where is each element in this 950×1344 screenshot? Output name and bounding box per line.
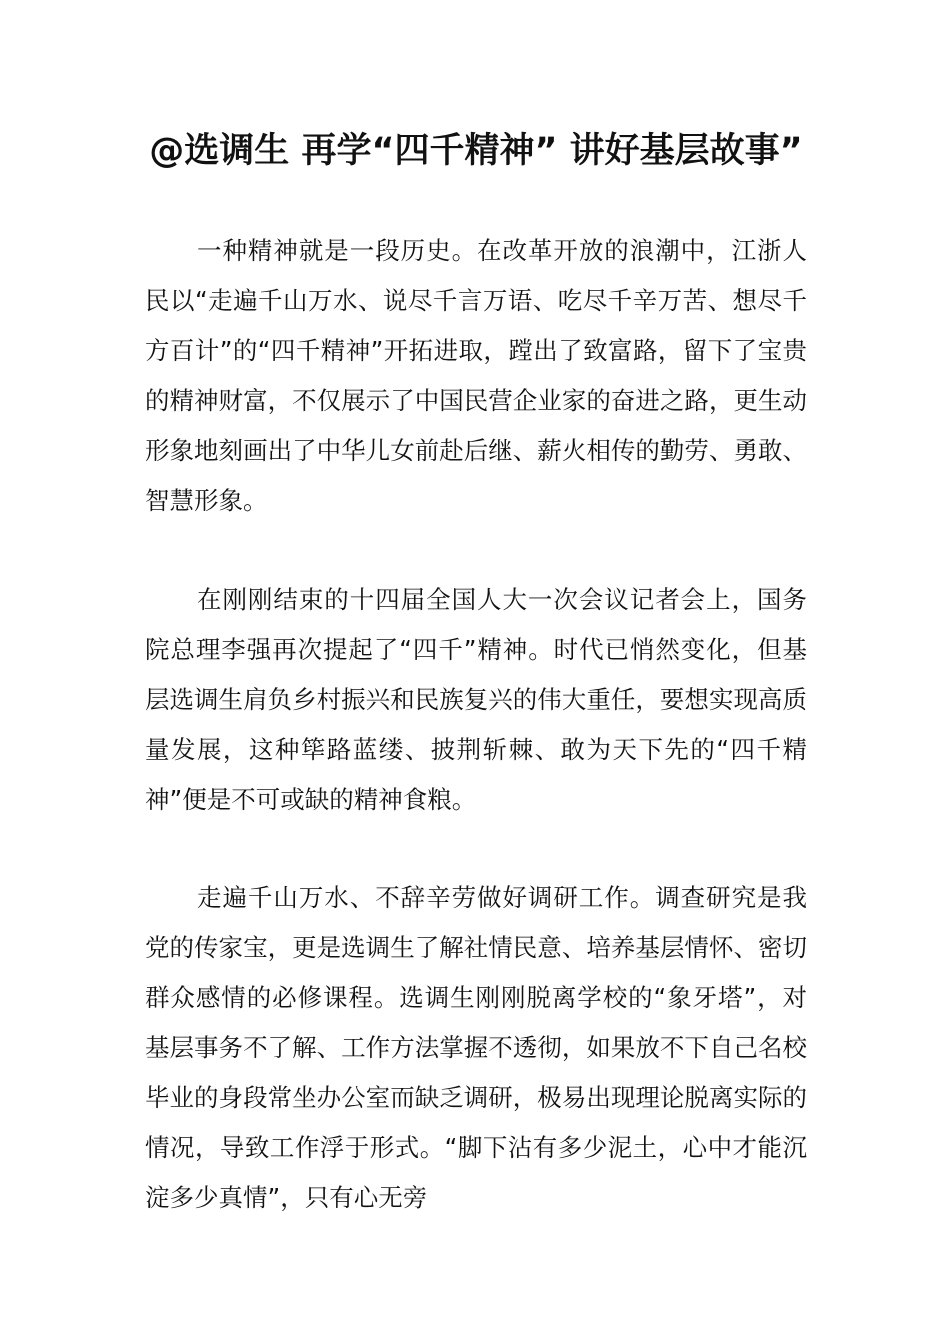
paragraph: 一种精神就是一段历史。在改革开放的浪潮中，江浙人民以“走遍千山万水、说尽千言万语、吃尽千辛万苦、想尽千方百计”的“四千精神”开拓进取，蹚出了致富路，留下了宝贵的精神财富，不仅展示了中国民营企业家的奋进之路，更生动形象地刻画出了中华儿女前赴后继、薪火相传的勤劳、勇敢、智慧形象。 [145, 236, 807, 515]
document-title: @选调生 再学“四千精神” 讲好基层故事” [149, 131, 803, 171]
paragraph: 走遍千山万水、不辞辛劳做好调研工作。调查研究是我党的传家宝，更是选调生了解社情民意、培养基层情怀、密切群众感情的必修课程。选调生刚刚脱离学校的“象牙塔”，对基层事务不了解、工作方法掌握不透彻，如果放不下自己名校毕业的身段常坐办公室而缺乏调研，极易出现理论脱离实际的情况，导致工作浮于形式。“脚下沾有多少泥土，心中才能沉淀多少真情”，只有心无旁 [145, 883, 807, 1212]
paragraph: 在刚刚结束的十四届全国人大一次会议记者会上，国务院总理李强再次提起了“四千”精神。时代已悄然变化，但基层选调生肩负乡村振兴和民族复兴的伟大重任，要想实现高质量发展，这种筚路蓝缕、披荆斩棘、敢为天下先的“四千精神”便是不可或缺的精神食粮。 [145, 585, 807, 814]
